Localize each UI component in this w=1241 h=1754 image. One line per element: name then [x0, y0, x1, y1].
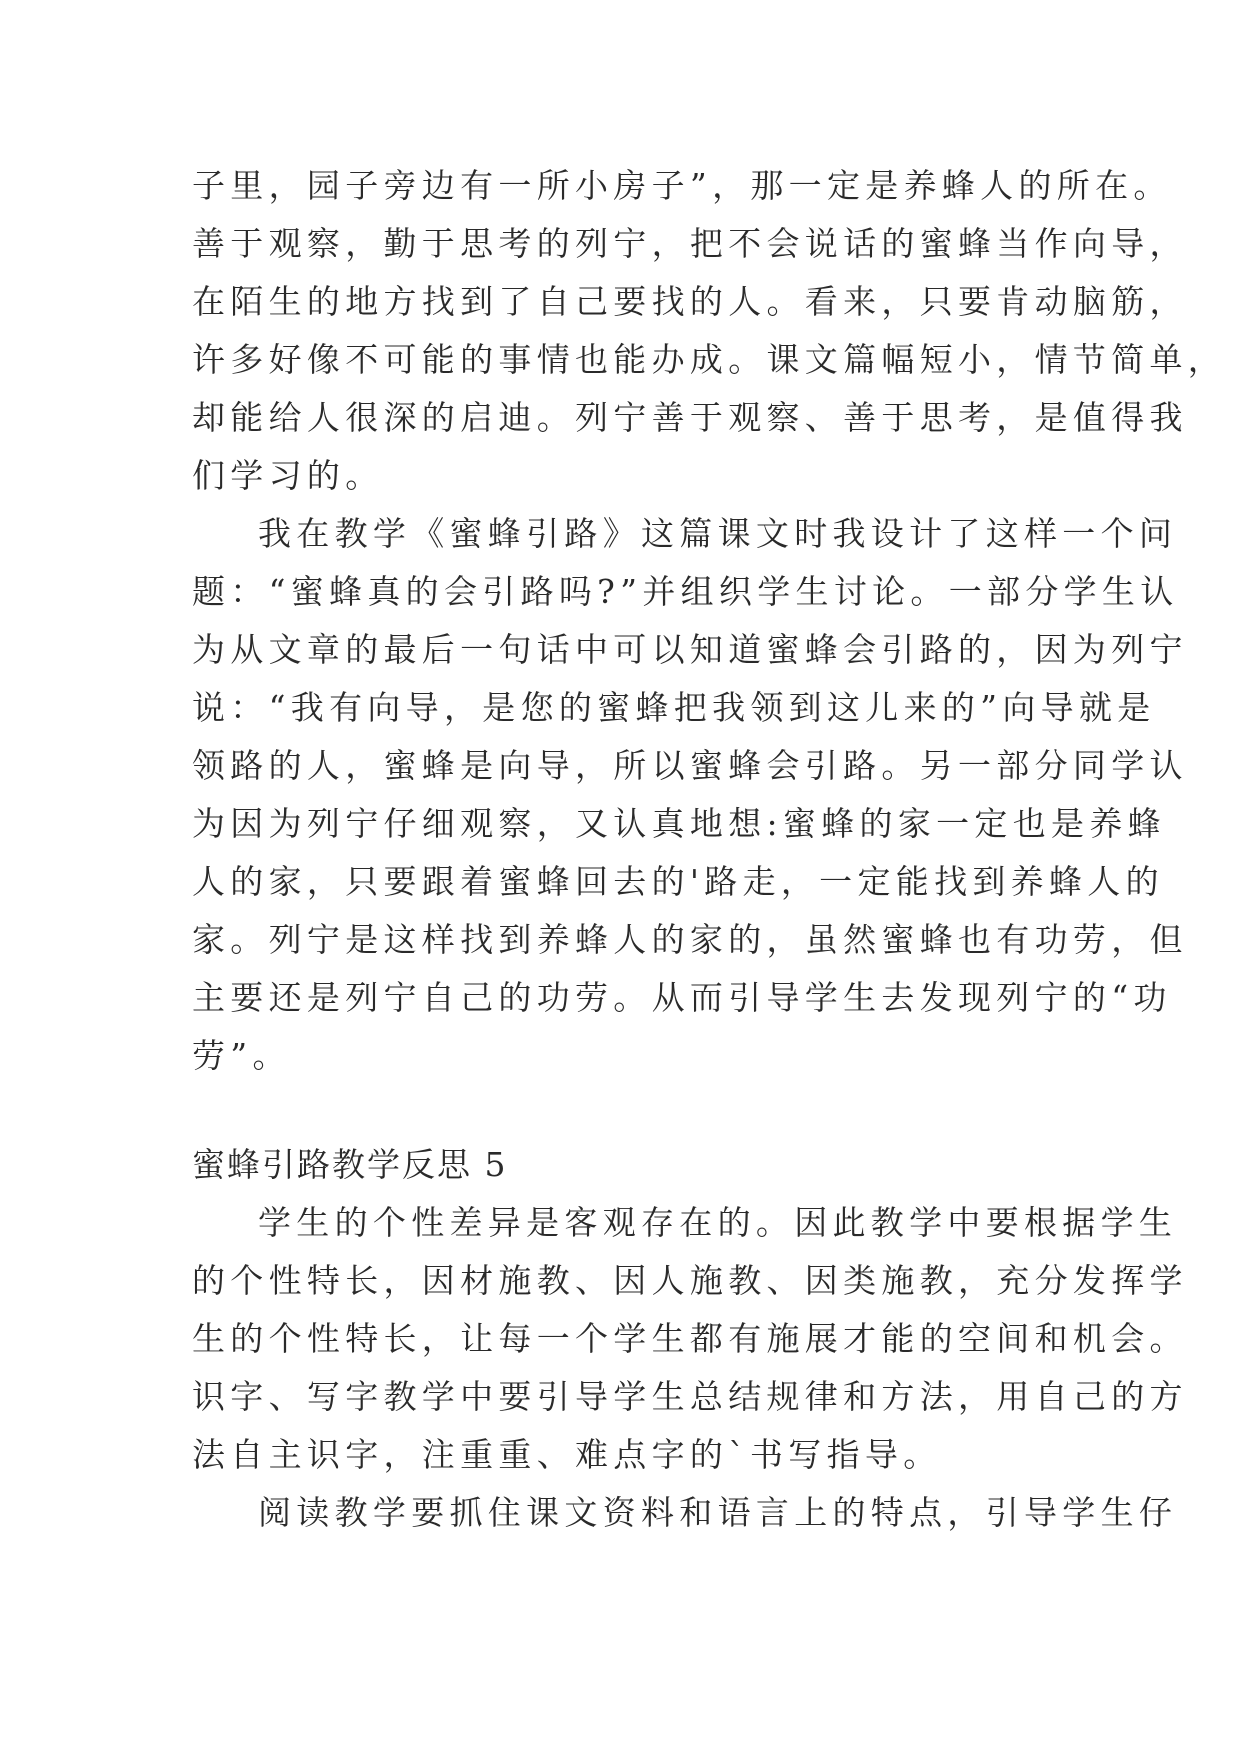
paragraph-line: 的个性特长，因材施教、因人施教、因类施教，充分发挥学: [192, 1261, 1188, 1300]
paragraph-line: 法自主识字，注重重、难点字的`书写指导。: [192, 1435, 942, 1474]
section-heading: 蜜蜂引路教学反思 5: [192, 1145, 508, 1184]
paragraph-line: 为从文章的最后一句话中可以知道蜜蜂会引路的，因为列宁: [192, 630, 1188, 669]
paragraph-line: 子里，园子旁边有一所小房子”，那一定是养蜂人的所在。: [192, 166, 1172, 205]
paragraph-line: 说：“我有向导，是您的蜜蜂把我领到这儿来的”向导就是: [192, 688, 1156, 727]
paragraph-line: 阅读教学要抓住课文资料和语言上的特点，引导学生仔: [258, 1493, 1178, 1532]
paragraph-line: 们学习的。: [192, 456, 384, 495]
paragraph-line: 劳”。: [192, 1036, 291, 1075]
paragraph-line: 领路的人，蜜蜂是向导，所以蜜蜂会引路。另一部分同学认: [192, 746, 1188, 785]
paragraph-line: 生的个性特长，让每一个学生都有施展才能的空间和机会。: [192, 1319, 1188, 1358]
paragraph-line: 善于观察，勤于思考的列宁，把不会说话的蜜蜂当作向导，: [192, 224, 1188, 263]
paragraph-line: 为因为列宁仔细观察，又认真地想:蜜蜂的家一定也是养蜂: [192, 804, 1166, 843]
paragraph-line: 家。列宁是这样找到养蜂人的家的，虽然蜜蜂也有功劳，但: [192, 920, 1188, 959]
paragraph-line: 主要还是列宁自己的功劳。从而引导学生去发现列宁的“功: [192, 978, 1172, 1017]
paragraph-line: 许多好像不可能的事情也能办成。课文篇幅短小，情节简单，: [192, 340, 1227, 379]
paragraph-line: 学生的个性差异是客观存在的。因此教学中要根据学生: [258, 1203, 1178, 1242]
paragraph-line: 在陌生的地方找到了自己要找的人。看来，只要肯动脑筋，: [192, 282, 1188, 321]
paragraph-line: 人的家，只要跟着蜜蜂回去的'路走，一定能找到养蜂人的: [192, 862, 1164, 901]
paragraph-line: 识字、写字教学中要引导学生总结规律和方法，用自己的方: [192, 1377, 1188, 1416]
paragraph-line: 我在教学《蜜蜂引路》这篇课文时我设计了这样一个问: [258, 514, 1178, 553]
paragraph-line: 却能给人很深的启迪。列宁善于观察、善于思考，是值得我: [192, 398, 1188, 437]
paragraph-line: 题：“蜜蜂真的会引路吗?”并组织学生讨论。一部分学生认: [192, 572, 1179, 611]
